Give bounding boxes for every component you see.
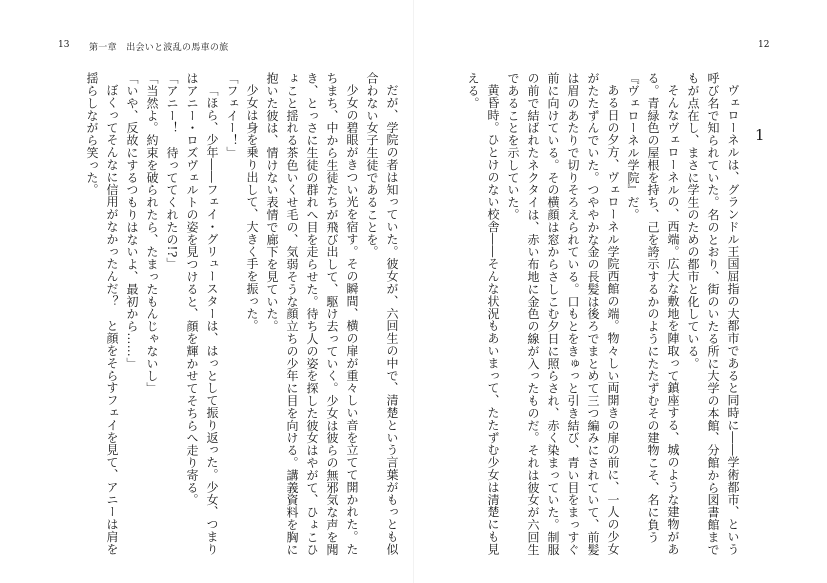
dialogue-line: 「いや、反故にするつもりはないよ、最初から……」 bbox=[125, 72, 139, 370]
paragraph: そんなヴェローネルの、西端。広大な敷地を陣取って鎮座する、城のような建物がある。青緑色の屋根を持ち、己を誇示するかのようにたたずむその建物こそ、名に負う『ヴェローネル学院』だ。 bbox=[626, 72, 680, 556]
right-page-text bbox=[413, 72, 743, 566]
paragraph: だが、学院の者は知っていた。彼女が、六回生の中で、清楚という言葉がもっとも似合わない女子生徒であることを。 bbox=[365, 72, 399, 556]
running-head: 第一章 出会いと波乱の馬車の旅 bbox=[89, 43, 229, 53]
paragraph: ぼくってそんなに信用がなかったんだ？ と顔をそらすフェイを見て、アニーは肩を揺らしながら笑った。 bbox=[85, 72, 119, 556]
left-page-number: 13 bbox=[58, 40, 70, 50]
right-page-number: 12 bbox=[758, 40, 770, 50]
paragraph: 黄昏時。ひとけのない校舎――そんな状況もあいまって、たたずむ少女は清楚にも見える。 bbox=[466, 72, 500, 556]
chapter-number: 1 bbox=[755, 126, 765, 144]
dialogue-line: 「アニー！ 待っててくれたの!?」 bbox=[165, 72, 179, 271]
paragraph: ある日の夕方、ヴェローネル学院西館の端。物々しい両開きの扉の前に、一人の少女がたたずんでいた。つややかな金の長髪は後ろでまとめて三つ編みにされていて、前髪は眉のあたりで切りそろえられている。口もとをきゅっと引き結び、青い目をまっすぐ前に向けている。その横顔は窓からさしこむ夕日に照らされ、赤く染まっていた。制服の前で結ばれたネクタイは、赤い布地に金色の線が入ったものだ。それは彼女が六回生であることを示していた。 bbox=[506, 72, 620, 556]
left-page-text bbox=[48, 72, 402, 566]
dialogue-line: 「当然よ。約束を破られたら、たまったもんじゃないし」 bbox=[145, 72, 159, 395]
paragraph: 「ほら、少年――フェイ・グリュースターは、はっとして振り返った。少女、つまりはアニー・ロズヴェルトの姿を見つけると、顔を輝かせてそちらへ走り寄る。 bbox=[185, 72, 219, 556]
paragraph: 少女の碧眼がきつい光を宿す。その瞬間、横の扉が重々しい音を立てて開かれた。たちまち、中から生徒たちが飛び出して、駆け去っていく。少女は彼らの無邪気な声を聞き、とっさに生徒の群れへ目を走らせた。待ち人の姿を探した彼女はやがて、ひょこひょこと揺れる茶色いくせ毛の、気弱そうな顔立ちの少年に目を向ける。講義資料を胸に抱いた彼は、情けない表情で廊下を見ていた。 bbox=[265, 72, 359, 556]
paragraph: ヴェローネルは、グランドル王国屈指の大都市であると同時に――学術都市、という呼び名で知られていた。名のとおり、街のいたる所に大学の本館、分館から図書館までもが点在し、まさに学生のための都市と化している。 bbox=[686, 72, 740, 556]
right-page bbox=[413, 72, 743, 566]
paragraph: 少女は身を乗り出して、大きく手を振った。 bbox=[245, 84, 259, 332]
left-page bbox=[48, 72, 402, 566]
dialogue-line: 「フェイー！」 bbox=[225, 72, 239, 159]
